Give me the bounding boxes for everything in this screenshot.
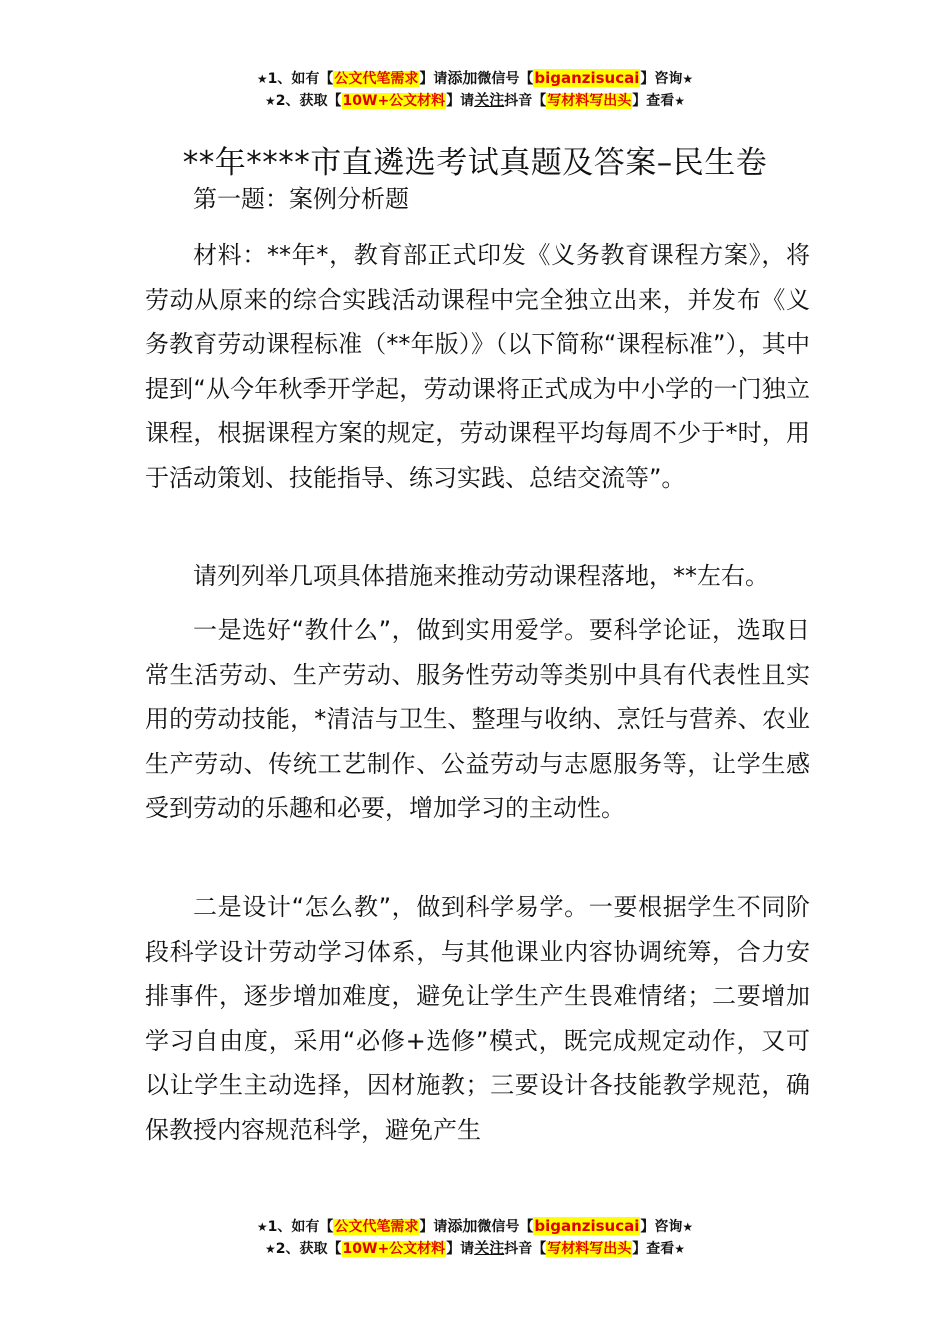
promo-line-2: [0, 90, 950, 112]
promo-text: 】咨询: [640, 1219, 683, 1235]
question-heading: [145, 177, 810, 222]
promo-emphasis: 添加: [447, 1217, 478, 1235]
promo-text: 】咨询: [640, 71, 683, 87]
star-icon: ★: [674, 1242, 685, 1256]
promo-line-2: [0, 1238, 950, 1260]
material-block: [145, 233, 810, 500]
promo-text: 抖音【: [504, 1241, 547, 1257]
promo-text: 微信号【: [477, 1219, 534, 1235]
promo-text: 抖音【: [504, 93, 547, 109]
promo-text: 2、获取【: [275, 93, 342, 109]
promo-highlight: 公文代笔需求: [334, 71, 419, 87]
promo-emphasis: 关注: [474, 1239, 505, 1257]
promo-line-1: [0, 1216, 950, 1238]
promo-highlight: 10W+公文材料: [342, 93, 446, 109]
promo-text: 】请: [446, 1241, 475, 1257]
star-icon: ★: [265, 1242, 276, 1256]
promo-text: 】请: [446, 93, 475, 109]
star-icon: ★: [682, 72, 694, 86]
page-title: **年****市直遴选考试真题及答案–民生卷: [182, 144, 768, 181]
promo-text: 】查看: [632, 1241, 675, 1257]
top-promo-banner: [0, 68, 950, 112]
star-icon: ★: [256, 72, 268, 86]
question-heading-text: 第一题：案例分析题: [193, 185, 409, 213]
promo-douyin-id: 写材料写出头: [547, 93, 632, 109]
star-icon: ★: [674, 94, 685, 108]
promo-highlight: 10W+公文材料: [342, 1241, 446, 1257]
answer-block-2: [145, 885, 810, 1152]
answer-block-1: [145, 608, 810, 831]
promo-text: 】请: [419, 71, 448, 87]
question-paragraph: 请列列举几项具体措施来推动劳动课程落地，**左右。: [193, 562, 769, 590]
promo-emphasis: 添加: [447, 69, 478, 87]
star-icon: ★: [682, 1220, 694, 1234]
promo-douyin-id: 写材料写出头: [547, 1241, 632, 1257]
promo-highlight: 公文代笔需求: [334, 1219, 419, 1235]
question-block: [145, 554, 810, 599]
promo-wechat-id: biganzisucai: [534, 1217, 640, 1235]
promo-text: 】请: [419, 1219, 448, 1235]
promo-text: 微信号【: [477, 71, 534, 87]
promo-text: 2、获取【: [275, 1241, 342, 1257]
promo-wechat-id: biganzisucai: [534, 69, 640, 87]
promo-text: 】查看: [632, 93, 675, 109]
answer-paragraph-1: 一是选好“教什么”，做到实用爱学。要科学论证，选取日常生活劳动、生产劳动、服务性劳动等类别中具有代表性且实用的劳动技能，*清洁与卫生、整理与收纳、烹饪与营养、农业生产劳动、传统工艺制作、公益劳动与志愿服务等，让学生感受到劳动的乐趣和必要，增加学习的主动性。: [145, 616, 810, 822]
promo-text: 1、如有【: [267, 1219, 334, 1235]
promo-text: 1、如有【: [267, 71, 334, 87]
star-icon: ★: [256, 1220, 268, 1234]
star-icon: ★: [265, 94, 276, 108]
promo-emphasis: 关注: [474, 91, 505, 109]
material-paragraph: 材料：**年*，教育部正式印发《义务教育课程方案》，将劳动从原来的综合实践活动课程中完全独立出来，并发布《义务教育劳动课程标准（**年版）》（以下简称“课程标准”），其中提到“从今年秋季开学起，劳动课将正式成为中小学的一门独立课程，根据课程方案的规定，劳动课程平均每周不少于*时，用于活动策划、技能指导、练习实践、总结交流等”。: [145, 241, 810, 492]
answer-paragraph-2: 二是设计“怎么教”，做到科学易学。一要根据学生不同阶段科学设计劳动学习体系，与其他课业内容协调统筹，合力安排事件，逐步增加难度，避免让学生产生畏难情绪；二要增加学习自由度，采用“必修+选修”模式，既完成规定动作，又可以让学生主动选择，因材施教；三要设计各技能教学规范，确保教授内容规范科学，避免产生: [145, 893, 810, 1144]
promo-line-1: [0, 68, 950, 90]
bottom-promo-banner: [0, 1216, 950, 1260]
